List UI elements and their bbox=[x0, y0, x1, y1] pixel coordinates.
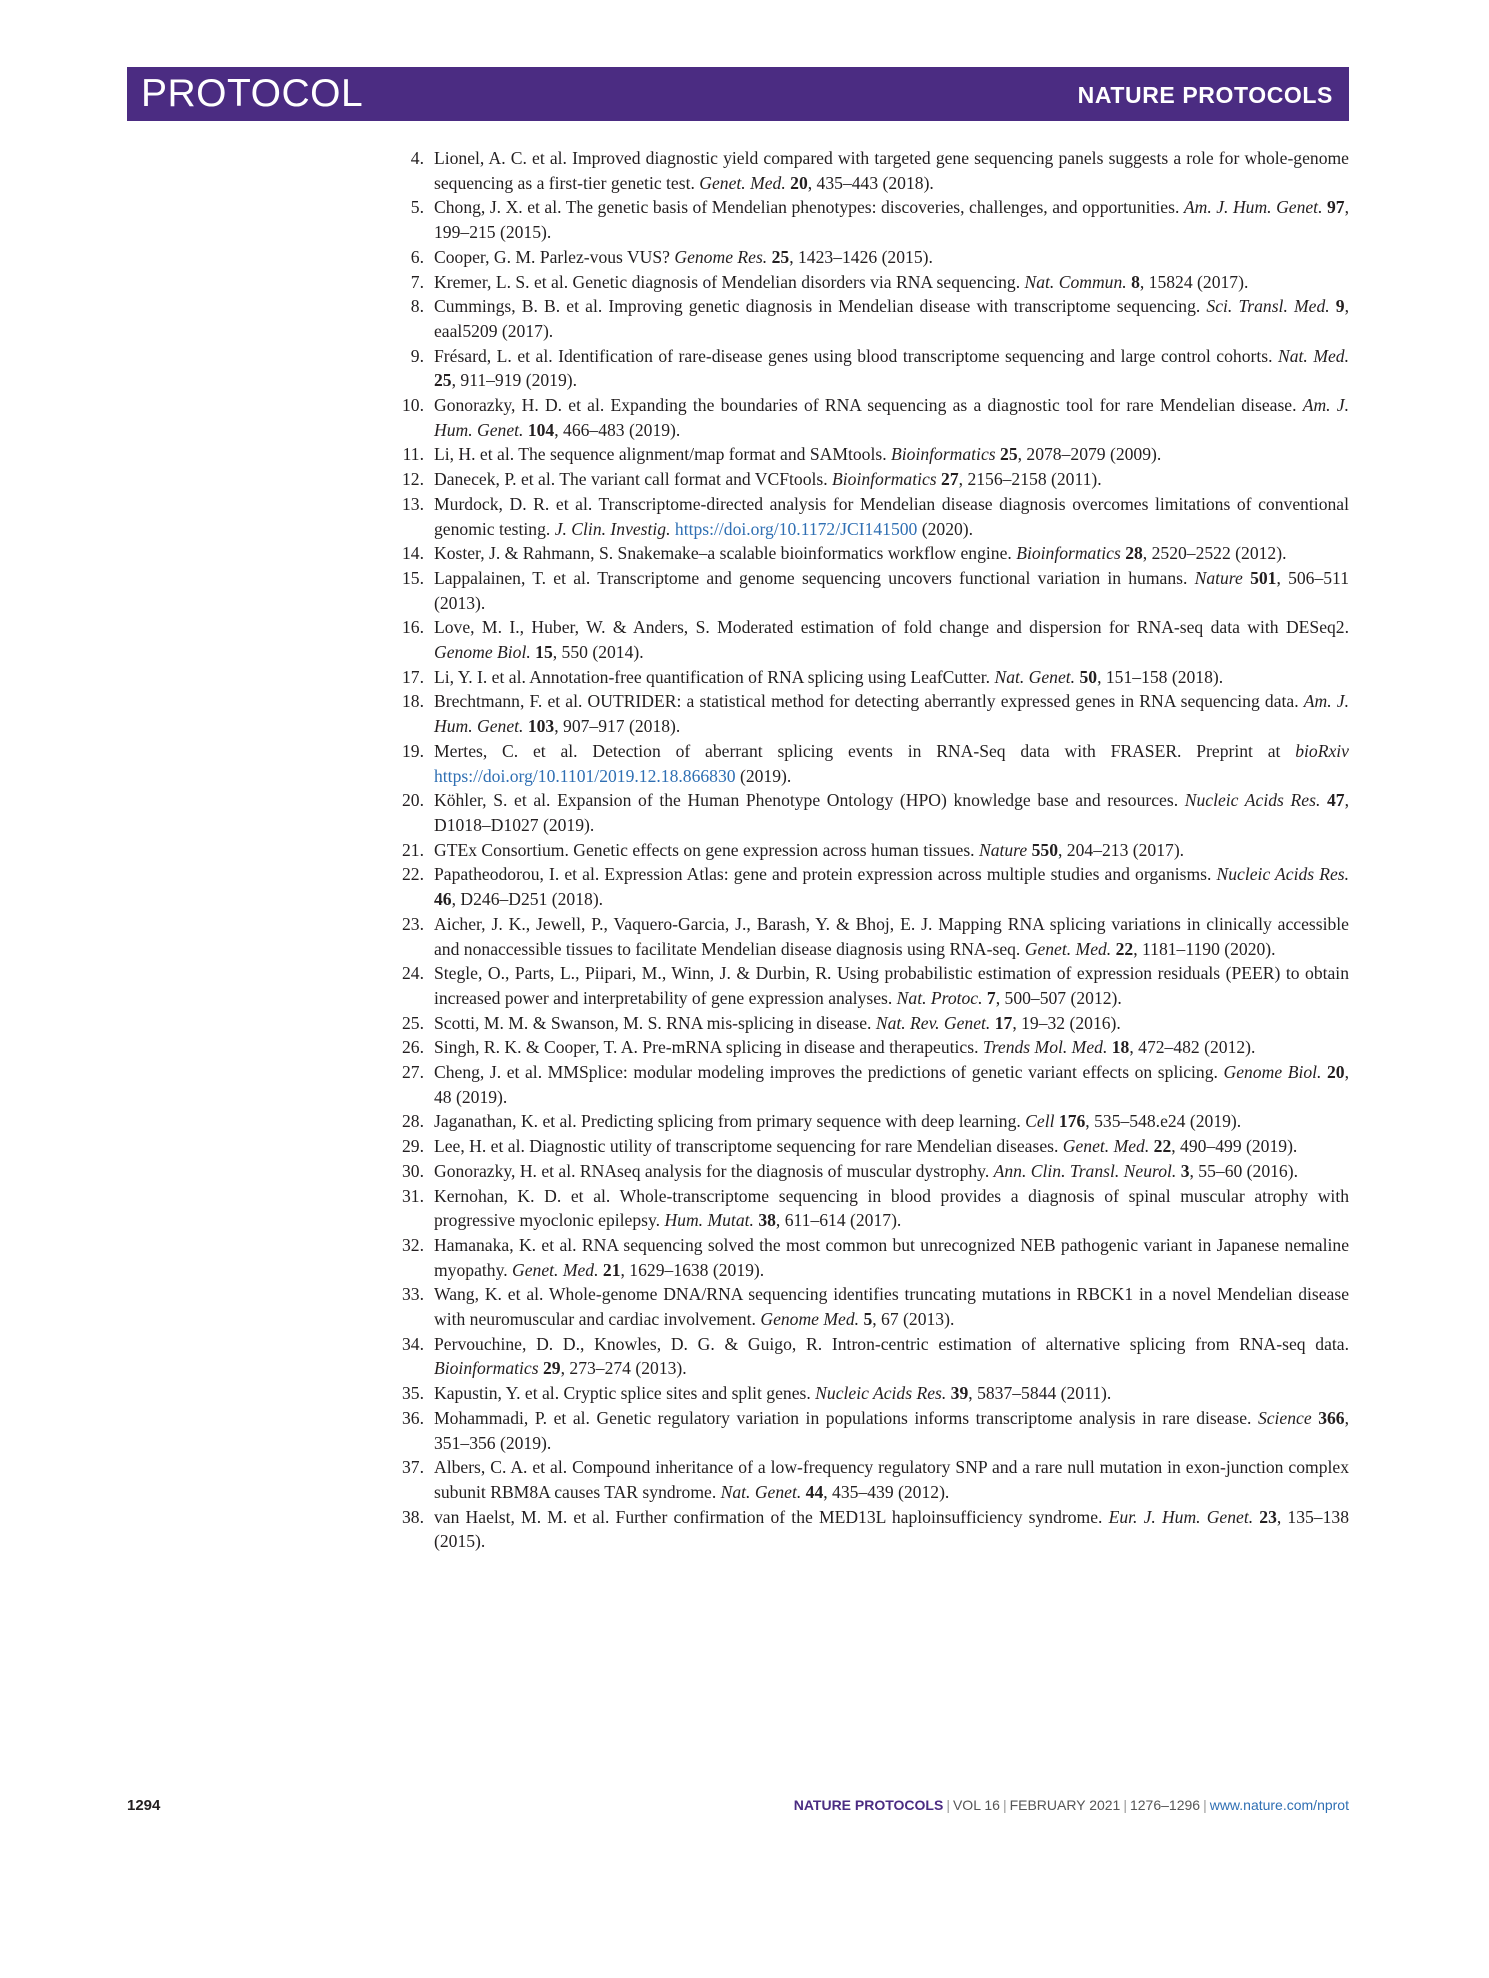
journal-title: Nat. Genet. bbox=[994, 666, 1076, 687]
journal-title: Bioinformatics bbox=[891, 444, 996, 465]
volume-number: 50 bbox=[1079, 666, 1098, 687]
reference-text: Gonorazky, H. et al. RNAseq analysis for the diagnosis of muscular dystrophy. bbox=[434, 1160, 994, 1181]
reference-item bbox=[398, 912, 1349, 961]
reference-text: , 351–356 (2019). bbox=[434, 1407, 1349, 1453]
reference-item bbox=[398, 1406, 1349, 1455]
reference-item bbox=[398, 1011, 1349, 1036]
reference-number: 7. bbox=[410, 271, 424, 292]
volume-number: 15 bbox=[535, 642, 553, 663]
volume-number: 20 bbox=[790, 172, 808, 193]
reference-item bbox=[398, 739, 1349, 788]
reference-text: (2020). bbox=[917, 518, 974, 539]
volume-number: 18 bbox=[1111, 1037, 1130, 1058]
reference-item bbox=[398, 665, 1349, 690]
volume-number: 103 bbox=[527, 716, 555, 737]
footer-date: FEBRUARY 2021 bbox=[1009, 1797, 1121, 1813]
reference-item bbox=[398, 1134, 1349, 1159]
journal-name: NATURE PROTOCOLS bbox=[1077, 82, 1333, 108]
journal-title: J. Clin. Investig. bbox=[554, 518, 671, 539]
reference-text: Lee, H. et al. Diagnostic utility of transcriptome sequencing for rare Mendelian diseases. bbox=[434, 1136, 1063, 1157]
reference-text: Lappalainen, T. et al. Transcriptome and genome sequencing uncovers functional variation in humans. bbox=[434, 567, 1195, 588]
reference-text: , 135–138 (2015). bbox=[434, 1506, 1349, 1552]
reference-text: Brechtmann, F. et al. OUTRIDER: a statistical method for detecting aberrantly expressed genes in RNA sequencing data. bbox=[434, 691, 1304, 712]
reference-item bbox=[398, 1159, 1349, 1184]
reference-text: Murdock, D. R. et al. Transcriptome-directed analysis for Mendelian disease diagnosis overcomes limitations of conventional genomic testing. bbox=[434, 493, 1349, 539]
reference-number: 13. bbox=[402, 493, 424, 514]
reference-number: 25. bbox=[402, 1012, 424, 1033]
doi-link[interactable]: https://doi.org/10.1172/JCI141500 bbox=[674, 518, 918, 539]
reference-text: , 67 (2013). bbox=[872, 1309, 955, 1330]
reference-text: , 435–439 (2012). bbox=[823, 1481, 950, 1502]
reference-text: , 907–917 (2018). bbox=[554, 716, 681, 737]
reference-text: , 199–215 (2015). bbox=[434, 197, 1349, 243]
reference-text: , D246–D251 (2018). bbox=[451, 889, 604, 910]
reference-number: 37. bbox=[402, 1457, 424, 1478]
reference-text: van Haelst, M. M. et al. Further confirmation of the MED13L haploinsufficiency syndrome. bbox=[434, 1506, 1109, 1527]
reference-number: 21. bbox=[402, 839, 424, 860]
reference-text: Love, M. I., Huber, W. & Anders, S. Moderated estimation of fold change and dispersion for RNA-seq data with DESeq2. bbox=[434, 617, 1349, 638]
reference-text: Cooper, G. M. Parlez-vous VUS? bbox=[434, 246, 675, 267]
volume-number: 550 bbox=[1031, 839, 1058, 860]
reference-text: Frésard, L. et al. Identification of rare-disease genes using blood transcriptome sequencing and large control cohorts. bbox=[434, 345, 1278, 366]
footer-separator: | bbox=[1123, 1797, 1127, 1813]
footer-separator: | bbox=[946, 1797, 950, 1813]
journal-title: Am. J. Hum. Genet. bbox=[434, 691, 1349, 737]
reference-item bbox=[398, 1282, 1349, 1331]
reference-text: , 15824 (2017). bbox=[1139, 271, 1249, 292]
journal-title: Nature bbox=[1194, 567, 1243, 588]
reference-item bbox=[398, 492, 1349, 541]
reference-number: 14. bbox=[402, 543, 424, 564]
journal-title: Genome Med. bbox=[760, 1309, 860, 1330]
reference-text: Lionel, A. C. et al. Improved diagnostic yield compared with targeted gene sequencing panels suggests a role for whole-genome sequencing as a first-tier genetic test. bbox=[434, 148, 1349, 193]
journal-title: Bioinformatics bbox=[1016, 543, 1121, 564]
reference-text bbox=[1320, 790, 1327, 810]
journal-title: Cell bbox=[1025, 1111, 1055, 1132]
volume-number: 21 bbox=[602, 1259, 621, 1280]
volume-number: 9 bbox=[1335, 296, 1345, 317]
volume-number: 39 bbox=[950, 1383, 969, 1404]
reference-item bbox=[398, 1381, 1349, 1406]
journal-title: Genet. Med. bbox=[699, 172, 786, 193]
journal-title: Trends Mol. Med. bbox=[982, 1037, 1108, 1058]
section-label: PROTOCOL bbox=[141, 72, 364, 115]
reference-list bbox=[398, 146, 1349, 1554]
journal-title: Eur. J. Hum. Genet. bbox=[1108, 1506, 1254, 1527]
journal-title: Am. J. Hum. Genet. bbox=[434, 395, 1350, 440]
footer-citation bbox=[794, 1797, 1349, 1813]
page-number: 1294 bbox=[127, 1797, 161, 1814]
footer-separator: | bbox=[1203, 1797, 1207, 1813]
reference-text: Wang, K. et al. Whole-genome DNA/RNA sequencing identifies truncating mutations in RBCK1 in a novel Mendelian disease with neuromuscular and cardiac involvement. bbox=[434, 1284, 1349, 1330]
reference-text: Mertes, C. et al. Detection of aberrant splicing events in RNA-Seq data with FRASER. Preprint at bbox=[434, 740, 1296, 761]
reference-text: , 1181–1190 (2020). bbox=[1133, 938, 1276, 959]
reference-text: , 506–511 (2013). bbox=[434, 567, 1349, 613]
reference-text: Aicher, J. K., Jewell, P., Vaquero-Garcia, J., Barash, Y. & Bhoj, E. J. Mapping RNA splicing variations in clinically accessible and nonaccessible tissues to facilitate Mendelian disease diagnosis using RNA-seq. bbox=[434, 913, 1349, 959]
reference-text: Hamanaka, K. et al. RNA sequencing solved the most common but unrecognized NEB pathogenic variant in Japanese nemaline myopathy. bbox=[434, 1234, 1349, 1280]
footer-volume: VOL 16 bbox=[952, 1797, 1000, 1813]
reference-number: 6. bbox=[410, 246, 424, 267]
volume-number: 20 bbox=[1327, 1062, 1345, 1083]
reference-text: Köhler, S. et al. Expansion of the Human Phenotype Ontology (HPO) knowledge base and resources. bbox=[434, 790, 1185, 811]
footer-separator: | bbox=[1002, 1797, 1007, 1813]
volume-number: 7 bbox=[986, 987, 996, 1008]
reference-text: , 273–274 (2013). bbox=[560, 1358, 687, 1379]
header-bar bbox=[127, 67, 1349, 121]
reference-text: , 911–919 (2019). bbox=[451, 370, 578, 391]
journal-title: Am. J. Hum. Genet. bbox=[1183, 197, 1323, 218]
volume-number: 44 bbox=[805, 1481, 824, 1502]
reference-number: 34. bbox=[402, 1333, 424, 1354]
reference-number: 24. bbox=[402, 963, 424, 984]
journal-title: Nat. Commun. bbox=[1024, 271, 1127, 292]
reference-text: , 2520–2522 (2012). bbox=[1142, 543, 1287, 564]
reference-item bbox=[398, 862, 1349, 911]
reference-item bbox=[398, 689, 1349, 738]
journal-title: Nature bbox=[978, 839, 1028, 860]
journal-title: Genome Res. bbox=[674, 246, 768, 267]
volume-number: 501 bbox=[1250, 567, 1277, 588]
reference-text: , 611–614 (2017). bbox=[775, 1210, 902, 1231]
reference-text: , 151–158 (2018). bbox=[1097, 666, 1224, 687]
reference-number: 16. bbox=[402, 617, 424, 638]
reference-number: 23. bbox=[402, 913, 424, 934]
reference-item bbox=[398, 838, 1349, 863]
journal-title: Nat. Rev. Genet. bbox=[875, 1012, 991, 1033]
reference-text: , eaal5209 (2017). bbox=[434, 296, 1349, 341]
volume-number: 25 bbox=[1000, 444, 1018, 465]
reference-text: Kremer, L. S. et al. Genetic diagnosis of Mendelian disorders via RNA sequencing. bbox=[434, 271, 1025, 292]
reference-item bbox=[398, 467, 1349, 492]
reference-text: , 550 (2014). bbox=[552, 642, 644, 663]
reference-text: GTEx Consortium. Genetic effects on gene expression across human tissues. bbox=[434, 839, 979, 860]
reference-text: , 55–60 (2016). bbox=[1189, 1160, 1298, 1181]
journal-title: Genet. Med. bbox=[1024, 938, 1112, 959]
reference-text: , D1018–D1027 (2019). bbox=[434, 790, 1349, 835]
reference-text: Li, Y. I. et al. Annotation-free quantification of RNA splicing using LeafCutter. bbox=[434, 666, 995, 687]
reference-number: 5. bbox=[410, 197, 424, 218]
reference-text: , 48 (2019). bbox=[434, 1062, 1349, 1107]
reference-number: 17. bbox=[402, 666, 424, 687]
reference-text: (2019). bbox=[735, 765, 792, 786]
reference-number: 19. bbox=[402, 740, 424, 761]
reference-text: Chong, J. X. et al. The genetic basis of Mendelian phenotypes: discoveries, challenges, and opportunities. bbox=[434, 197, 1184, 218]
journal-title: Genet. Med. bbox=[1062, 1136, 1150, 1157]
reference-number: 27. bbox=[402, 1062, 424, 1083]
reference-number: 28. bbox=[402, 1111, 424, 1132]
reference-text: , 1629–1638 (2019). bbox=[620, 1259, 765, 1280]
reference-number: 18. bbox=[402, 691, 424, 712]
volume-number: 23 bbox=[1259, 1506, 1277, 1527]
reference-number: 15. bbox=[402, 567, 424, 588]
reference-item bbox=[398, 1109, 1349, 1134]
reference-text: Li, H. et al. The sequence alignment/map format and SAMtools. bbox=[434, 444, 892, 465]
reference-item bbox=[398, 1233, 1349, 1282]
reference-text: Koster, J. & Rahmann, S. Snakemake–a scalable bioinformatics workflow engine. bbox=[434, 543, 1017, 564]
reference-number: 31. bbox=[402, 1185, 424, 1206]
journal-title: Nat. Med. bbox=[1278, 345, 1349, 366]
journal-title: Nucleic Acids Res. bbox=[1216, 864, 1349, 885]
volume-number: 29 bbox=[543, 1358, 561, 1379]
reference-text: , 500–507 (2012). bbox=[995, 987, 1122, 1008]
reference-text: Cummings, B. B. et al. Improving genetic diagnosis in Mendelian disease with transcriptome sequencing. bbox=[434, 296, 1207, 317]
volume-number: 25 bbox=[434, 370, 452, 391]
volume-number: 3 bbox=[1180, 1160, 1190, 1181]
journal-title: Nat. Protoc. bbox=[896, 987, 983, 1008]
reference-number: 12. bbox=[402, 469, 424, 490]
reference-number: 9. bbox=[410, 345, 424, 366]
volume-number: 97 bbox=[1327, 197, 1345, 218]
reference-text: Papatheodorou, I. et al. Expression Atlas: gene and protein expression across multiple studies and organisms. bbox=[434, 864, 1217, 885]
reference-number: 29. bbox=[402, 1136, 424, 1157]
reference-text: , 2156–2158 (2011). bbox=[958, 469, 1102, 490]
reference-text: Singh, R. K. & Cooper, T. A. Pre-mRNA splicing in disease and therapeutics. bbox=[434, 1037, 983, 1058]
reference-number: 11. bbox=[402, 444, 424, 465]
reference-text: , 204–213 (2017). bbox=[1058, 839, 1185, 860]
reference-text: Scotti, M. M. & Swanson, M. S. RNA mis-splicing in disease. bbox=[434, 1012, 876, 1033]
volume-number: 47 bbox=[1327, 790, 1345, 811]
journal-title: bioRxiv bbox=[1295, 740, 1349, 761]
volume-number: 104 bbox=[527, 419, 555, 440]
journal-title: Ann. Clin. Transl. Neurol. bbox=[993, 1160, 1177, 1181]
reference-number: 32. bbox=[402, 1234, 424, 1255]
reference-item bbox=[398, 294, 1349, 343]
reference-number: 30. bbox=[402, 1160, 424, 1181]
volume-number: 176 bbox=[1058, 1111, 1086, 1132]
reference-number: 20. bbox=[402, 790, 424, 811]
volume-number: 22 bbox=[1115, 938, 1134, 959]
reference-item bbox=[398, 146, 1349, 195]
reference-text: Kernohan, K. D. et al. Whole-transcriptome sequencing in blood provides a diagnosis of spinal muscular atrophy with progressive myoclonic epilepsy. bbox=[434, 1185, 1349, 1231]
reference-text: , 435–443 (2018). bbox=[807, 172, 934, 193]
reference-item bbox=[398, 566, 1349, 615]
reference-text: Danecek, P. et al. The variant call format and VCFtools. bbox=[434, 469, 833, 490]
journal-title: Nucleic Acids Res. bbox=[815, 1383, 947, 1404]
journal-title: Hum. Mutat. bbox=[664, 1210, 754, 1231]
volume-number: 28 bbox=[1125, 543, 1143, 564]
reference-text: , 466–483 (2019). bbox=[554, 419, 681, 440]
reference-text: , 1423–1426 (2015). bbox=[789, 246, 933, 267]
journal-title: Genome Biol. bbox=[434, 642, 531, 663]
reference-text: Stegle, O., Parts, L., Piipari, M., Winn, J. & Durbin, R. Using probabilistic estimation of expression residuals (PEER) to obtain increased power and interpretability of gene expression analyses. bbox=[434, 963, 1349, 1008]
reference-number: 22. bbox=[402, 864, 424, 885]
reference-text: Cheng, J. et al. MMSplice: modular modeling improves the predictions of genetic variant effects on splicing. bbox=[434, 1062, 1224, 1083]
reference-number: 10. bbox=[402, 395, 424, 416]
reference-item bbox=[398, 442, 1349, 467]
reference-number: 38. bbox=[402, 1506, 424, 1527]
footer-pages: 1276–1296 bbox=[1129, 1797, 1201, 1813]
journal-title: Genome Biol. bbox=[1223, 1062, 1322, 1083]
reference-text: , 5837–5844 (2011). bbox=[968, 1383, 1112, 1404]
reference-item bbox=[398, 245, 1349, 270]
reference-text: , 19–32 (2016). bbox=[1012, 1012, 1121, 1033]
reference-item bbox=[398, 270, 1349, 295]
volume-number: 8 bbox=[1131, 271, 1140, 292]
reference-number: 36. bbox=[402, 1407, 424, 1428]
volume-number: 366 bbox=[1318, 1407, 1345, 1428]
volume-number: 46 bbox=[434, 889, 452, 910]
journal-title: Science bbox=[1257, 1407, 1312, 1428]
reference-text: Pervouchine, D. D., Knowles, D. G. & Guigo, R. Intron-centric estimation of alternative splicing from RNA-seq data. bbox=[434, 1333, 1349, 1354]
reference-item bbox=[398, 615, 1349, 664]
reference-item bbox=[398, 1505, 1349, 1554]
reference-number: 33. bbox=[402, 1284, 424, 1305]
reference-item bbox=[398, 788, 1349, 837]
volume-number: 38 bbox=[758, 1210, 776, 1231]
journal-title: Sci. Transl. Med. bbox=[1206, 296, 1330, 317]
reference-item bbox=[398, 393, 1349, 442]
reference-text: Kapustin, Y. et al. Cryptic splice sites and split genes. bbox=[434, 1383, 816, 1404]
journal-title: Nucleic Acids Res. bbox=[1184, 790, 1321, 811]
volume-number: 22 bbox=[1153, 1136, 1172, 1157]
reference-number: 4. bbox=[410, 148, 424, 168]
reference-item bbox=[398, 541, 1349, 566]
reference-text: , 490–499 (2019). bbox=[1171, 1136, 1298, 1157]
reference-item bbox=[398, 1060, 1349, 1109]
reference-number: 8. bbox=[410, 296, 424, 317]
journal-title: Nat. Genet. bbox=[720, 1481, 802, 1502]
reference-item bbox=[398, 195, 1349, 244]
reference-item bbox=[398, 1455, 1349, 1504]
reference-text: , 2078–2079 (2009). bbox=[1017, 444, 1162, 465]
reference-item bbox=[398, 344, 1349, 393]
volume-number: 5 bbox=[863, 1309, 873, 1330]
reference-number: 35. bbox=[402, 1383, 424, 1404]
volume-number: 25 bbox=[771, 246, 790, 267]
journal-title: Bioinformatics bbox=[434, 1358, 539, 1379]
footer-url[interactable]: www.nature.com/nprot bbox=[1209, 1797, 1349, 1813]
reference-item bbox=[398, 1184, 1349, 1233]
footer-journal: NATURE PROTOCOLS bbox=[793, 1797, 944, 1813]
volume-number: 27 bbox=[941, 469, 959, 490]
reference-item bbox=[398, 1332, 1349, 1381]
reference-text: Jaganathan, K. et al. Predicting splicing from primary sequence with deep learning. bbox=[434, 1111, 1026, 1132]
doi-link[interactable]: https://doi.org/10.1101/2019.12.18.866830 bbox=[434, 765, 736, 786]
journal-title: Genet. Med. bbox=[512, 1259, 599, 1280]
reference-text: Albers, C. A. et al. Compound inheritance of a low-frequency regulatory SNP and a rare null mutation in exon-junction complex subunit RBM8A causes TAR syndrome. bbox=[434, 1457, 1349, 1502]
reference-text: , 472–482 (2012). bbox=[1129, 1037, 1256, 1058]
volume-number: 17 bbox=[994, 1012, 1013, 1033]
reference-text bbox=[1243, 568, 1250, 588]
reference-number: 26. bbox=[402, 1037, 424, 1058]
reference-text: , 535–548.e24 (2019). bbox=[1085, 1111, 1242, 1132]
reference-item bbox=[398, 1035, 1349, 1060]
reference-item bbox=[398, 961, 1349, 1010]
reference-text: Gonorazky, H. D. et al. Expanding the boundaries of RNA sequencing as a diagnostic tool for rare Mendelian disease. bbox=[434, 395, 1303, 416]
reference-text: Mohammadi, P. et al. Genetic regulatory variation in populations informs transcriptome analysis in rare disease. bbox=[434, 1407, 1258, 1428]
journal-title: Bioinformatics bbox=[832, 469, 937, 490]
